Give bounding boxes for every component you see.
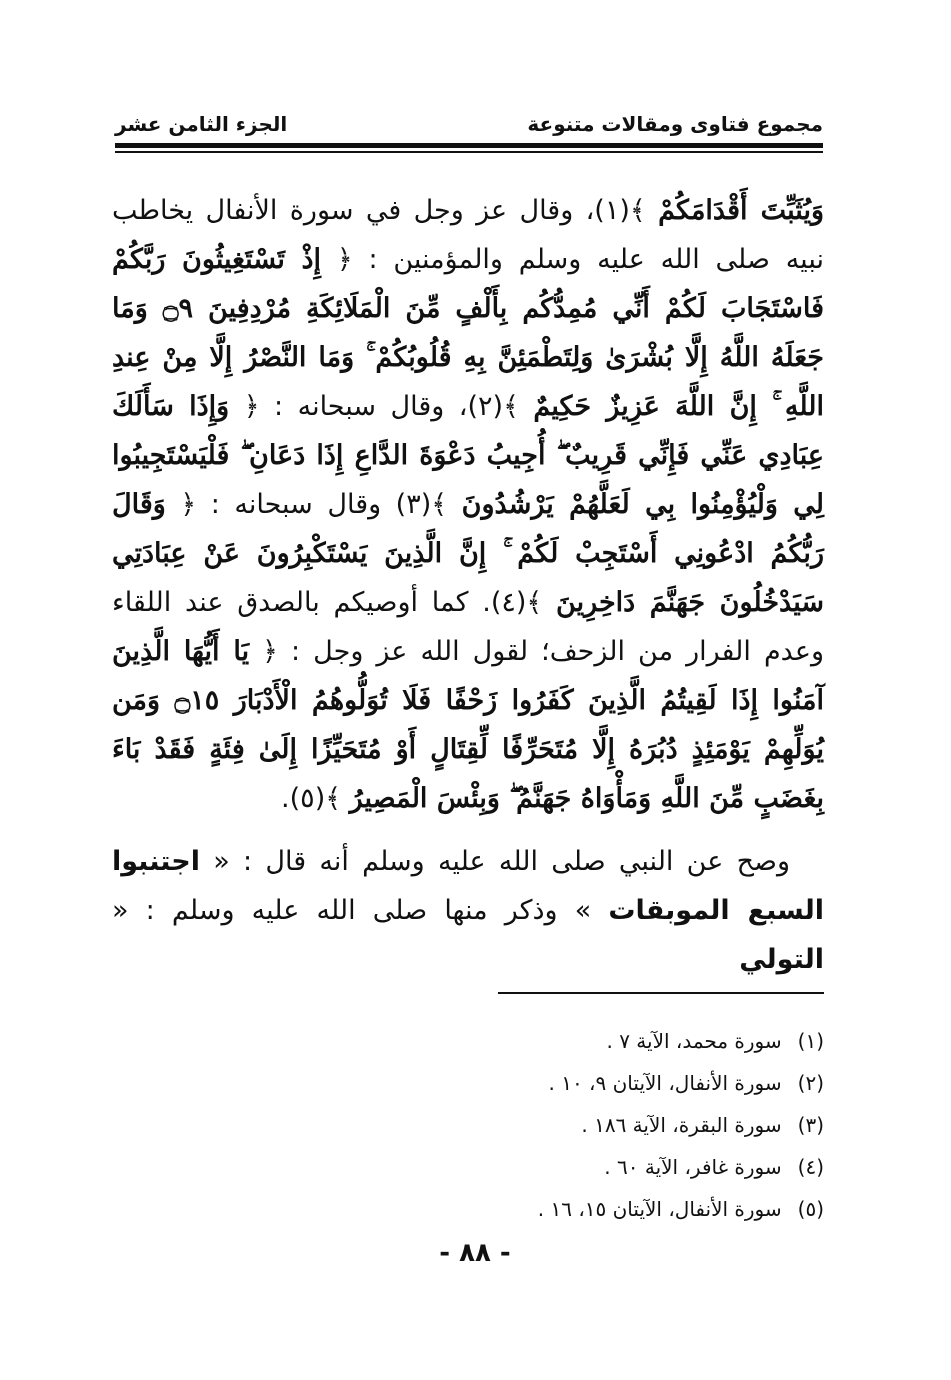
text-run-7: وصح عن النبي صلى الله عليه وسلم أنه قال : «	[213, 846, 790, 877]
volume-title: الجزء الثامن عشر	[115, 112, 288, 136]
footnote-text: سورة الأنفال، الآيتان ٩، ١٠ .	[548, 1071, 782, 1095]
text-run-5: كما أوصيكم بالصدق عند اللقاء وعدم الفرار من الزحف؛ لقول الله عز وجل : ﴿	[112, 587, 824, 667]
hadith-quote-2: التولي	[739, 944, 824, 975]
quran-verse-2: إِذْ تَسْتَغِيثُونَ رَبَّكُمْ فَاسْتَجَابَ لَكُمْ أَنِّي مُمِدُّكُم بِأَلْفٍ مِّنَ الْمَلَائِكَةِ مُرْدِفِينَ ۝٩ وَمَا جَعَلَهُ اللَّهُ إِلَّا بُشْرَىٰ وَلِتَطْمَئِنَّ بِهِ قُلُوبُكُمْ ۚ وَمَا النَّصْرُ إِلَّا مِنْ عِندِ اللَّهِ ۚ إِنَّ اللَّهَ عَزِيزٌ حَكِيمٌ	[112, 244, 825, 422]
main-text	[112, 186, 824, 984]
hadith-quote-1: اجتنبوا السبع الموبقات	[112, 846, 824, 926]
quran-verse-1: وَيُثَبِّتَ أَقْدَامَكُمْ	[658, 195, 825, 226]
footnote-number: (١)	[797, 1029, 824, 1053]
book-title: مجموع فتاوى ومقالات متنوعة	[527, 112, 823, 136]
footnote-3	[300, 1104, 824, 1146]
quran-verse-3: وَإِذَا سَأَلَكَ عِبَادِي عَنِّي فَإِنِّي قَرِيبٌ ۖ أُجِيبُ دَعْوَةَ الدَّاعِ إِذَا دَعَانِ ۖ فَلْيَسْتَجِيبُوا لِي وَلْيُؤْمِنُوا بِي لَعَلَّهُمْ يَرْشُدُونَ	[112, 391, 824, 520]
footnote-4	[300, 1146, 824, 1188]
footnote-text: سورة البقرة، الآية ١٨٦ .	[581, 1113, 782, 1137]
footnotes	[300, 1020, 824, 1230]
running-header	[115, 112, 823, 142]
footnote-text: سورة غافر، الآية ٦٠ .	[604, 1155, 782, 1179]
footnote-1	[300, 1020, 824, 1062]
paragraph-2	[112, 837, 824, 984]
footnote-2	[300, 1062, 824, 1104]
text-run-4: ﴾(٤).	[482, 587, 543, 618]
page-number: - ٨٨ -	[439, 1238, 511, 1268]
footnote-text: سورة الأنفال، الآيتان ١٥، ١٦ .	[537, 1197, 782, 1221]
footnote-5	[300, 1188, 824, 1230]
header-rule-thick	[115, 143, 823, 148]
quran-verse-4: وَقَالَ رَبُّكُمُ ادْعُونِي أَسْتَجِبْ لَكُمْ ۚ إِنَّ الَّذِينَ يَسْتَكْبِرُونَ عَنْ عِبَادَتِي سَيَدْخُلُونَ جَهَنَّمَ دَاخِرِينَ	[112, 489, 824, 618]
footnote-text: سورة محمد، الآية ٧ .	[606, 1029, 782, 1053]
text-run-2: ﴾(٢)، وقال سبحانه : ﴿	[243, 391, 519, 422]
text-run-8: » وذكر منها صلى الله عليه وسلم : «	[112, 895, 592, 926]
header-rule-thin	[115, 151, 823, 153]
paragraph-1	[112, 186, 824, 823]
footnote-number: (٤)	[797, 1155, 824, 1179]
text-run-6: ﴾(٥).	[281, 783, 342, 814]
text-run-1: ﴾(١)، وقال عز وجل في سورة الأنفال يخاطب نبيه صلى الله عليه وسلم والمؤمنين : ﴿	[112, 195, 824, 275]
footnote-number: (٥)	[797, 1197, 824, 1221]
footnote-separator	[498, 992, 824, 994]
footnote-number: (٣)	[797, 1113, 824, 1137]
footnote-number: (٢)	[797, 1071, 824, 1095]
text-run-3: ﴾(٣) وقال سبحانه : ﴿	[180, 489, 448, 520]
quran-verse-5: يَا أَيُّهَا الَّذِينَ آمَنُوا إِذَا لَقِيتُمُ الَّذِينَ كَفَرُوا زَحْفًا فَلَا تُوَلُّوهُمُ الْأَدْبَارَ ۝١٥ وَمَن يُوَلِّهِمْ يَوْمَئِذٍ دُبُرَهُ إِلَّا مُتَحَرِّفًا لِّقِتَالٍ أَوْ مُتَحَيِّزًا إِلَىٰ فِئَةٍ فَقَدْ بَاءَ بِغَضَبٍ مِّنَ اللَّهِ وَمَأْوَاهُ جَهَنَّمُ ۖ وَبِئْسَ الْمَصِيرُ	[112, 636, 824, 814]
